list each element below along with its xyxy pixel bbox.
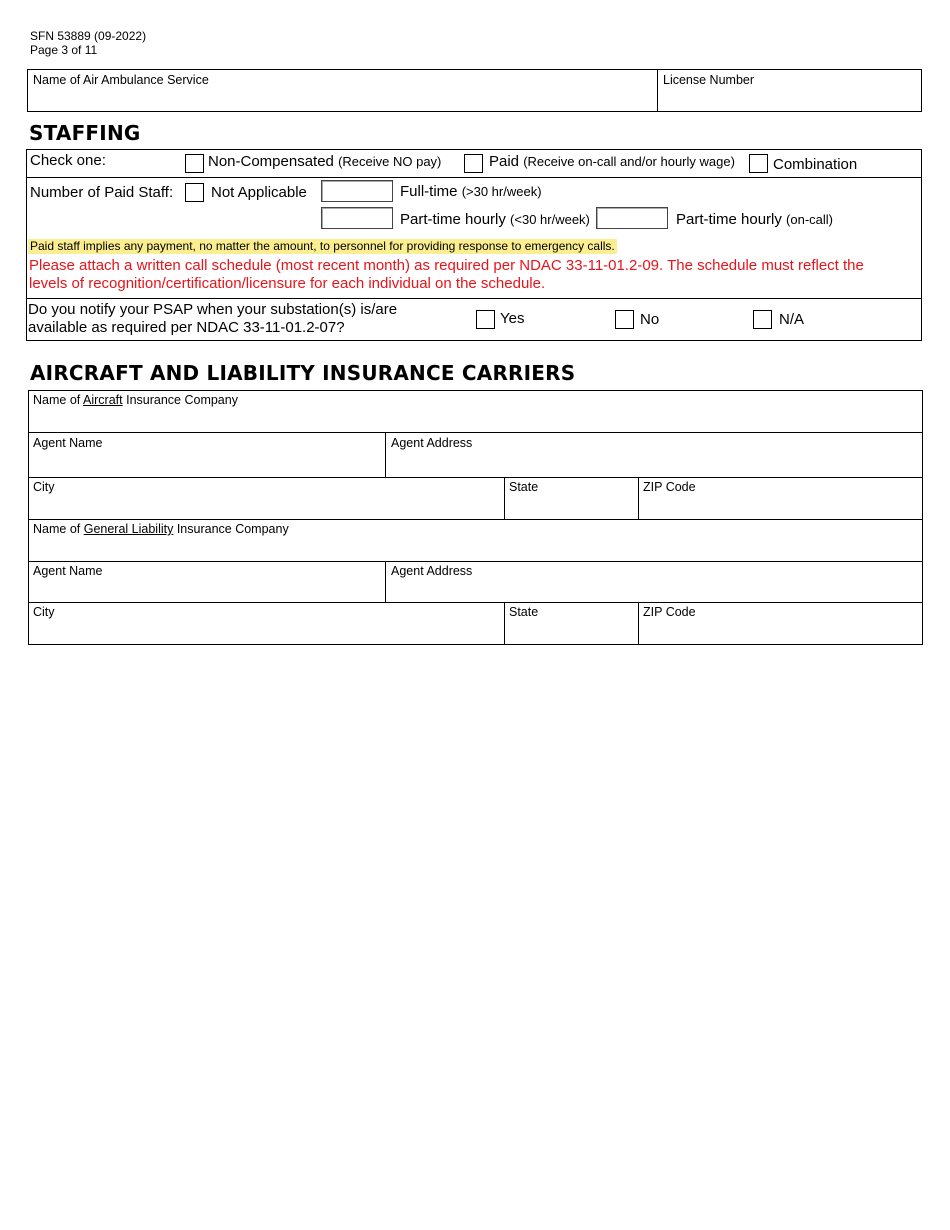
zip-field[interactable]	[641, 496, 919, 516]
agent-address-label: Agent Address	[391, 436, 473, 450]
divider	[28, 519, 923, 520]
zip-field-2[interactable]	[641, 621, 919, 642]
divider	[28, 602, 923, 603]
full-time-label: Full-time (>30 hr/week)	[400, 183, 542, 200]
zip-label-2: ZIP Code	[643, 605, 696, 619]
not-applicable-label: Not Applicable	[211, 184, 307, 201]
psap-yes-checkbox[interactable]	[476, 310, 495, 329]
paid-label: Paid (Receive on-call and/or hourly wage)	[489, 153, 735, 170]
city-field-2[interactable]	[31, 621, 501, 642]
city-field[interactable]	[31, 496, 501, 516]
service-name-label: Name of Air Ambulance Service	[33, 73, 209, 87]
aircraft-insurance-label: Name of Aircraft Insurance Company	[33, 393, 238, 407]
state-label-2: State	[509, 605, 539, 619]
call-schedule-notice-line2: levels of recognition/certification/licensure for each individual on the schedule.	[29, 275, 546, 292]
non-compensated-checkbox[interactable]	[185, 154, 204, 173]
part-time-hourly-input[interactable]	[321, 207, 393, 229]
divider	[385, 432, 386, 477]
not-applicable-checkbox[interactable]	[185, 183, 204, 202]
psap-question-line1: Do you notify your PSAP when your substation(s) is/are	[28, 301, 398, 318]
check-one-label: Check one:	[30, 152, 106, 169]
aircraft-insurance-field[interactable]	[31, 409, 919, 429]
city-label: City	[33, 480, 55, 494]
divider	[504, 477, 505, 519]
combination-checkbox[interactable]	[749, 154, 768, 173]
state-label: State	[509, 480, 539, 494]
divider	[638, 602, 639, 645]
psap-no-checkbox[interactable]	[615, 310, 634, 329]
divider	[28, 477, 923, 478]
psap-question	[28, 301, 397, 337]
zip-label: ZIP Code	[643, 480, 696, 494]
divider	[385, 561, 386, 602]
divider	[657, 69, 658, 112]
divider	[28, 561, 923, 562]
agent-address-field[interactable]	[388, 452, 919, 474]
psap-question-line2: available as required per NDAC 33-11-01.2-07?	[28, 319, 345, 336]
divider	[26, 298, 922, 299]
license-number-field[interactable]	[660, 88, 918, 108]
psap-na-label: N/A	[779, 311, 805, 328]
divider	[638, 477, 639, 519]
psap-na-checkbox[interactable]	[753, 310, 772, 329]
general-liability-field[interactable]	[31, 538, 919, 558]
full-time-input[interactable]	[321, 180, 393, 202]
agent-address-label-2: Agent Address	[391, 564, 473, 578]
license-number-label: License Number	[663, 73, 755, 87]
divider	[504, 602, 505, 645]
agent-address-field-2[interactable]	[388, 580, 919, 600]
number-paid-staff-label: Number of Paid Staff:	[30, 184, 174, 201]
general-liability-label: Name of General Liability Insurance Company	[33, 522, 289, 536]
psap-no-label: No	[640, 311, 660, 328]
divider	[26, 177, 922, 178]
agent-name-field-2[interactable]	[31, 580, 381, 600]
service-name-field[interactable]	[30, 88, 650, 108]
state-field[interactable]	[507, 496, 635, 516]
non-compensated-label: Non-Compensated (Receive NO pay)	[208, 153, 442, 170]
divider	[28, 432, 923, 433]
page-indicator: Page 3 of 11	[30, 43, 98, 57]
agent-name-label-2: Agent Name	[33, 564, 103, 578]
psap-yes-label: Yes	[500, 310, 525, 327]
call-schedule-notice-line1: Please attach a written call schedule (most recent month) as required per NDAC 33-11-01.2-09. The schedule must reflect the	[29, 257, 864, 274]
part-time-oncall-label: Part-time hourly (on-call)	[676, 211, 834, 228]
staffing-heading: STAFFING	[29, 121, 141, 145]
part-time-hourly-label: Part-time hourly (<30 hr/week)	[400, 211, 590, 228]
state-field-2[interactable]	[507, 621, 635, 642]
agent-name-label: Agent Name	[33, 436, 103, 450]
paid-checkbox[interactable]	[464, 154, 483, 173]
form-number: SFN 53889 (09-2022)	[30, 29, 147, 43]
combination-label: Combination	[773, 156, 858, 173]
city-label-2: City	[33, 605, 55, 619]
insurance-heading: AIRCRAFT AND LIABILITY INSURANCE CARRIERS	[30, 361, 576, 385]
part-time-oncall-input[interactable]	[596, 207, 668, 229]
paid-staff-note: Paid staff implies any payment, no matter the amount, to personnel for providing response to emergency calls.	[30, 239, 615, 253]
agent-name-field[interactable]	[31, 452, 381, 474]
